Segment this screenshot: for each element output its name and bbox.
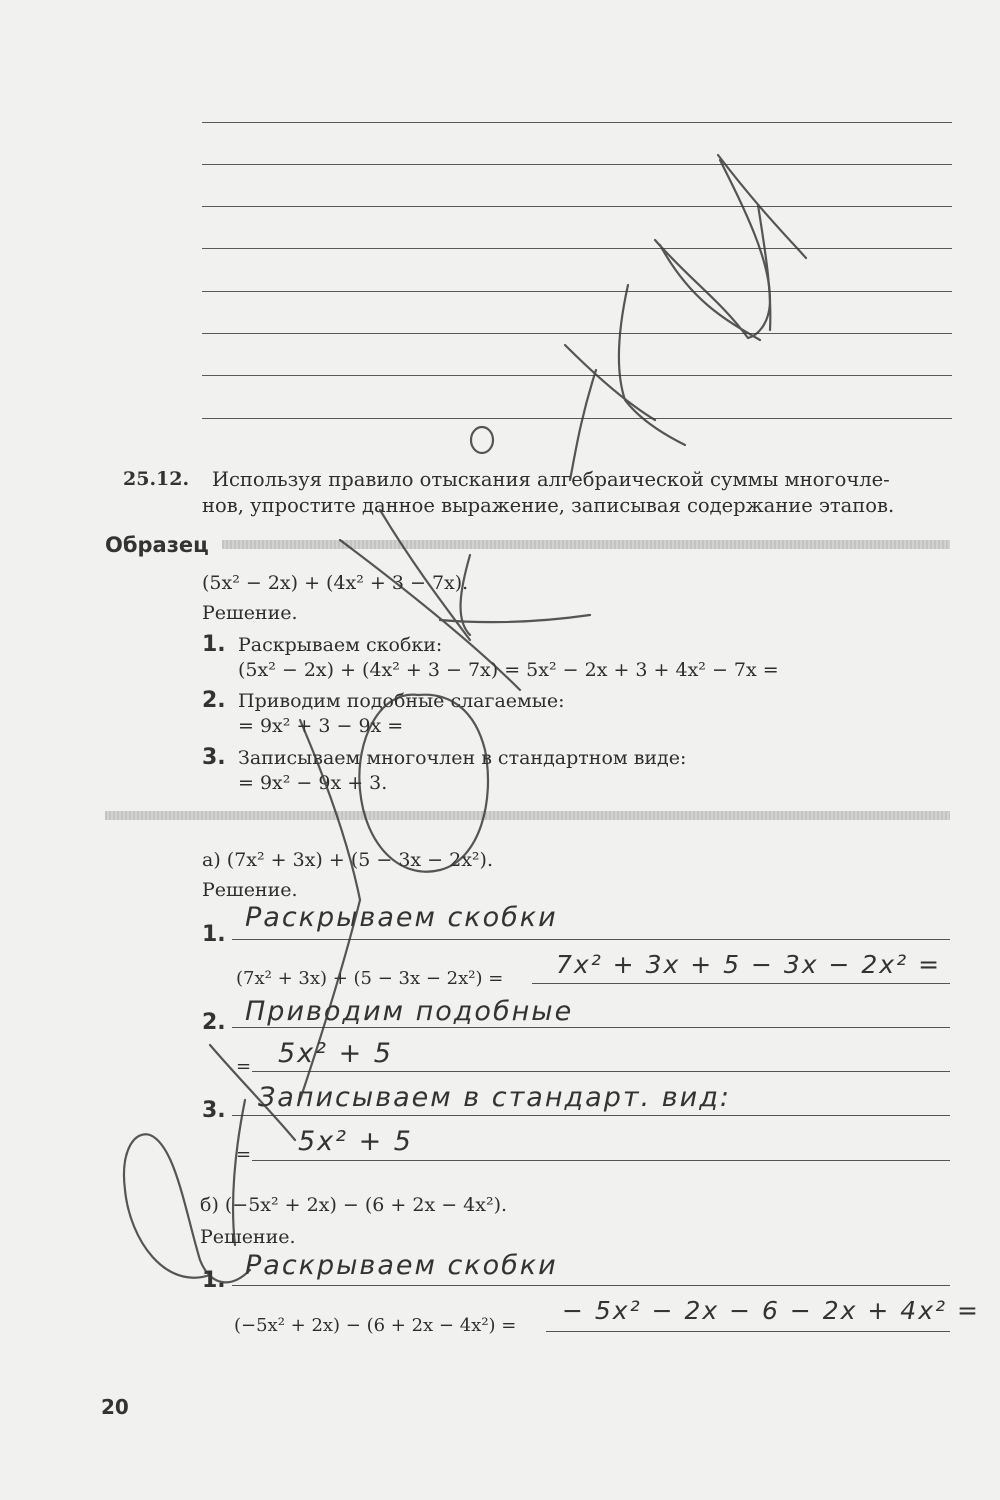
part-b-solution-label: Решение. [200, 1226, 296, 1248]
part-a-step2-answer: 5x² + 5 [278, 1038, 393, 1069]
sample-step3-number: 3. [202, 745, 226, 770]
sample-step2-number: 2. [202, 688, 226, 713]
sample-step1-number: 1. [202, 632, 226, 657]
sample-step2-title: Приводим подобные слагаемые: [238, 690, 565, 712]
task-statement-line2: нов, упростите данное выражение, записывая содержание этапов. [202, 494, 895, 517]
part-a-step1-answer: 7x² + 3x + 5 − 3x − 2x² = [556, 950, 942, 979]
sample-step1-detail: (5x² − 2x) + (4x² + 3 − 7x) = 5x² − 2x + 3 + 4x² − 7x = [238, 659, 779, 681]
part-b-step1-number: 1. [202, 1268, 226, 1293]
sample-step3-title: Записываем многочлен в стандартном виде: [238, 747, 687, 769]
part-a-step2-number: 2. [202, 1010, 226, 1035]
part-a-step3-handwriting: Записываем в стандарт. вид: [258, 1082, 731, 1113]
part-a-expression: а) (7x² + 3x) + (5 − 3x − 2x²). [202, 849, 494, 871]
sample-step1-title: Раскрываем скобки: [238, 634, 443, 656]
task-statement-line1: Используя правило отыскания алгебраической суммы многочле- [212, 468, 890, 491]
part-b-step1-prefix: (−5x² + 2x) − (6 + 2x − 4x²) = [234, 1315, 517, 1336]
part-b-step1-answer: − 5x² − 2x − 6 − 2x + 4x² = [562, 1296, 980, 1325]
sample-step3-detail: = 9x² − 9x + 3. [238, 772, 388, 794]
page-number: 20 [101, 1395, 129, 1419]
sample-title: Образец [105, 533, 209, 557]
sample-expression: (5x² − 2x) + (4x² + 3 − 7x). [202, 572, 469, 594]
part-a-step3-number: 3. [202, 1098, 226, 1123]
sample-step2-detail: = 9x² + 3 − 9x = [238, 715, 404, 737]
task-number: 25.12. [123, 468, 190, 490]
sample-solution-label: Решение. [202, 602, 298, 624]
part-a-solution-label: Решение. [202, 879, 298, 901]
part-a-step2-prefix: = [236, 1056, 252, 1077]
part-a-step1-prefix: (7x² + 3x) + (5 − 3x − 2x²) = [236, 968, 504, 989]
part-b-step1-handwriting: Раскрываем скобки [245, 1250, 558, 1281]
part-b-expression: б) (−5x² + 2x) − (6 + 2x − 4x²). [200, 1194, 508, 1216]
part-a-step1-number: 1. [202, 922, 226, 947]
part-a-step3-answer: 5x² + 5 [298, 1126, 413, 1157]
part-a-step1-handwriting: Раскрываем скобки [245, 902, 558, 933]
part-a-step3-prefix: = [236, 1144, 252, 1165]
part-a-step2-handwriting: Приводим подобные [245, 996, 574, 1027]
